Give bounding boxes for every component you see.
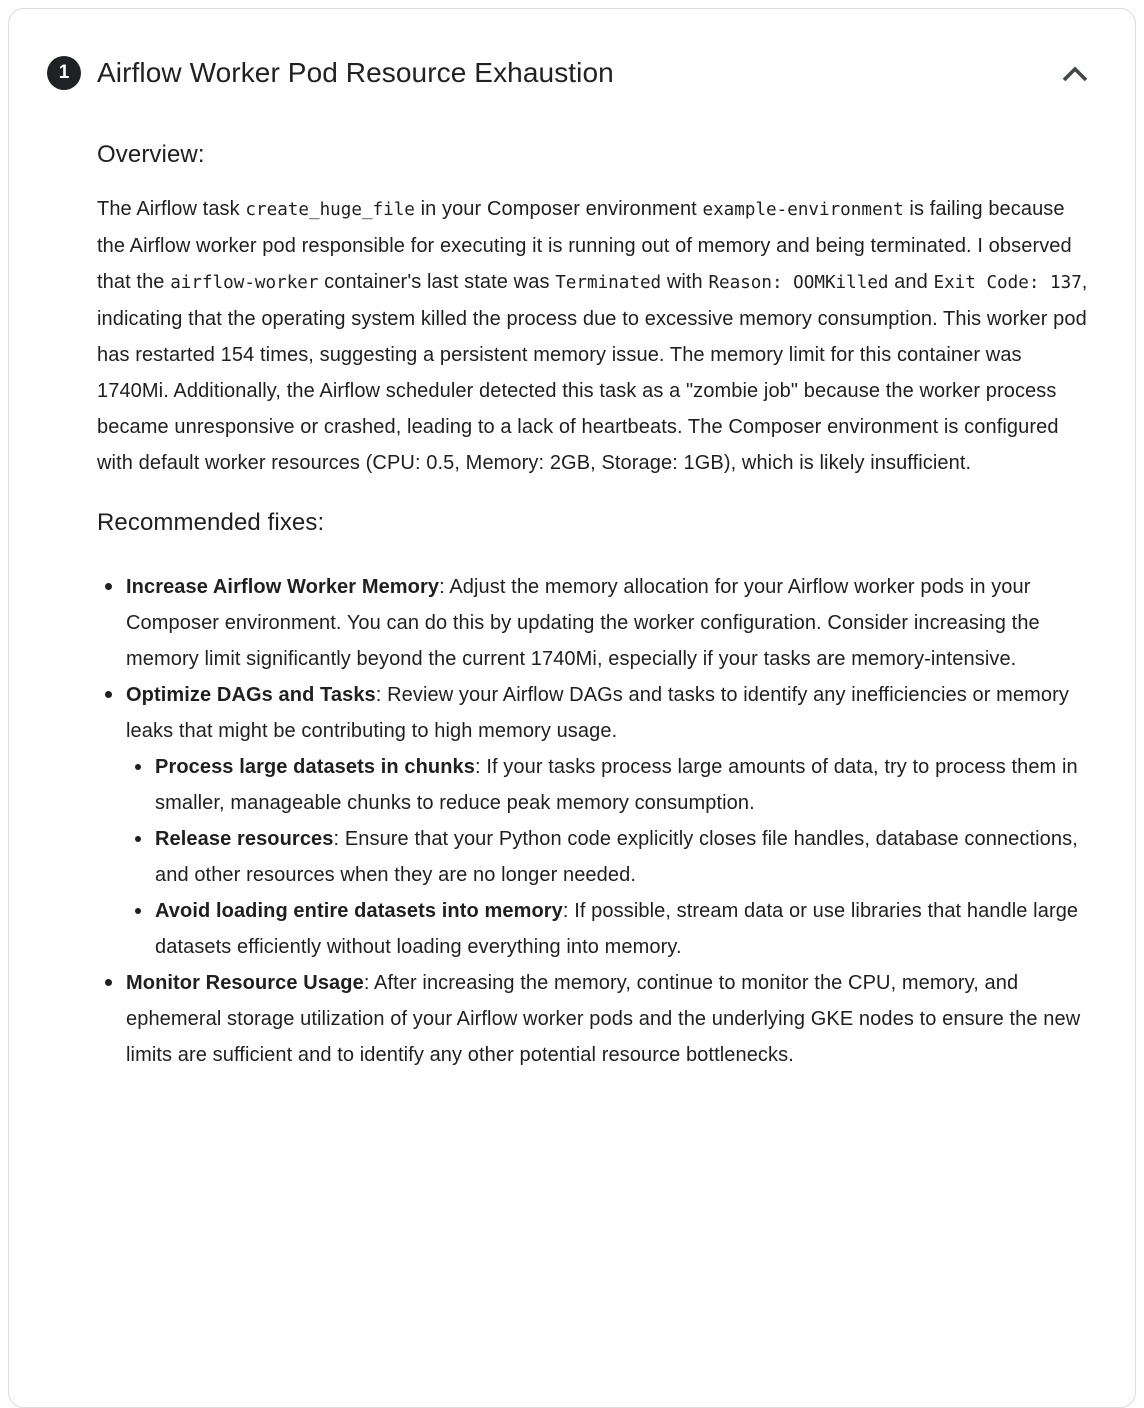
text-segment: and	[888, 271, 934, 293]
text-segment: The Airflow task	[97, 198, 246, 220]
inline-code: Exit Code: 137	[933, 273, 1082, 293]
bullet-icon	[135, 908, 141, 914]
bold-lead-text: Increase Airflow Worker Memory	[126, 576, 440, 598]
text-segment: : Ensure that your Python code explicitly closes file handles, database connections, and other resources when they are no longer needed.	[155, 828, 1078, 886]
bold-lead-text: Monitor Resource Usage	[126, 972, 364, 994]
list-item	[126, 821, 1095, 893]
list-item-text	[155, 749, 1095, 821]
issue-title: Airflow Worker Pod Resource Exhaustion	[97, 57, 614, 88]
issue-number-badge: 1	[47, 56, 81, 90]
list-item-text	[126, 677, 1095, 749]
chevron-up-icon	[1062, 65, 1088, 82]
text-segment: : Review your Airflow DAGs and tasks to identify any inefficiencies or memory leaks that might be contributing to high memory usage.	[126, 684, 1069, 742]
bullet-icon	[135, 836, 141, 842]
overview-heading: Overview:	[97, 141, 205, 168]
inline-code: airflow-worker	[170, 273, 319, 293]
fixes-list	[97, 569, 1095, 1073]
bold-lead-text: Avoid loading entire datasets into memory	[155, 900, 563, 922]
inline-code: example-environment	[702, 200, 904, 220]
text-segment: : If your tasks process large amounts of data, try to process them in smaller, manageable chunks to reduce peak memory consumption.	[155, 756, 1078, 814]
list-item	[97, 569, 1095, 677]
fixes-heading: Recommended fixes:	[97, 509, 325, 536]
list-item	[97, 965, 1095, 1073]
issue-card-header[interactable]	[9, 9, 1135, 91]
list-item	[126, 893, 1095, 965]
issue-card	[8, 8, 1136, 1408]
overview-paragraph	[97, 191, 1095, 481]
list-item	[126, 749, 1095, 821]
text-segment: : After increasing the memory, continue to monitor the CPU, memory, and ephemeral storage utilization of your Airflow worker pods and the underlying GKE nodes to ensure the new limits are sufficient and to identify any other potential resource bottlenecks.	[126, 972, 1081, 1066]
text-segment: : If possible, stream data or use libraries that handle large datasets efficiently without loading everything into memory.	[155, 900, 1079, 958]
list-item	[97, 677, 1095, 965]
inline-code: create_huge_file	[245, 200, 415, 220]
bullet-icon	[105, 691, 112, 698]
bold-lead-text: Optimize DAGs and Tasks	[126, 684, 376, 706]
list-item-text	[155, 893, 1095, 965]
text-segment: is failing because the Airflow worker pod responsible for executing it is running out of memory and being terminated. I observed that the	[97, 198, 1072, 293]
issue-card-body	[9, 139, 1135, 1133]
bullet-icon	[135, 764, 141, 770]
text-segment: in your Composer environment	[414, 198, 703, 220]
bullet-icon	[105, 979, 112, 986]
bullet-icon	[105, 583, 112, 590]
text-segment: with	[661, 271, 709, 293]
text-segment: , indicating that the operating system killed the process due to excessive memory consumption. This worker pod has restarted 154 times, suggesting a persistent memory issue. The memory limit for this container was 1740Mi. Additionally, the Airflow scheduler detected this task as a "zombie job" because the worker process became unresponsive or crashed, leading to a lack of heartbeats. The Composer environment is configured with default worker resources (CPU: 0.5, Memory: 2GB, Storage: 1GB), which is likely insufficient.	[97, 271, 1088, 474]
nested-list	[126, 749, 1095, 965]
list-item-text	[155, 821, 1095, 893]
text-segment: : Adjust the memory allocation for your Airflow worker pods in your Composer environment. You can do this by updating the worker configuration. Consider increasing the memory limit significantly beyond the current 1740Mi, especially if your tasks are memory-intensive.	[126, 576, 1040, 670]
inline-code: Reason: OOMKilled	[708, 273, 889, 293]
list-item-text	[126, 965, 1095, 1073]
inline-code: Terminated	[555, 273, 662, 293]
text-segment: container's last state was	[318, 271, 556, 293]
list-item-text	[126, 569, 1095, 677]
bold-lead-text: Release resources	[155, 828, 334, 850]
bold-lead-text: Process large datasets in chunks	[155, 756, 476, 778]
collapse-button[interactable]	[1058, 61, 1092, 86]
